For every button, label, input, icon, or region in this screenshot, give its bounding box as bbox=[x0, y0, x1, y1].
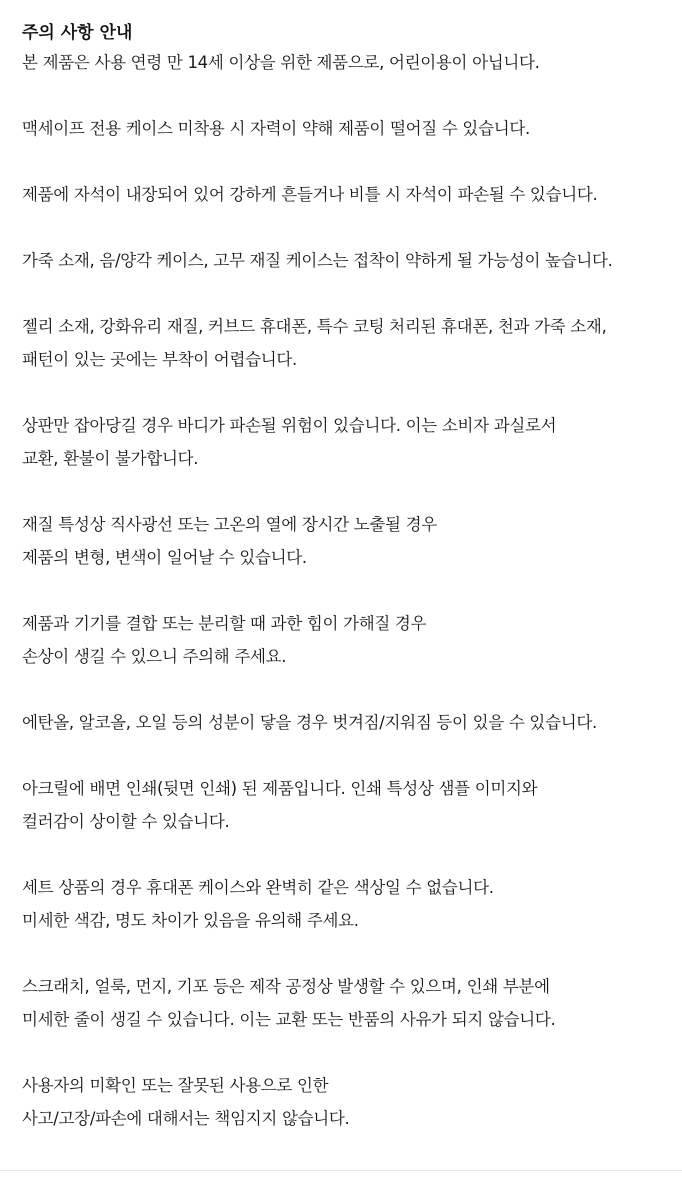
notice-line: 사용자의 미확인 또는 잘못된 사용으로 인한 bbox=[22, 1076, 329, 1095]
notice-line: 제품에 자석이 내장되어 있어 강하게 흔들거나 비틀 시 자석이 파손될 수 있습니다. bbox=[22, 185, 598, 204]
notice-line: 패턴이 있는 곳에는 부착이 어렵습니다. bbox=[22, 350, 297, 369]
notice-line: 제품과 기기를 결합 또는 분리할 때 과한 힘이 가해질 경우 bbox=[22, 614, 427, 633]
notice-line: 상판만 잡아당길 경우 바디가 파손될 위험이 있습니다. 이는 소비자 과실로서 bbox=[22, 416, 557, 435]
notice-item bbox=[22, 244, 674, 277]
notice-line: 미세한 줄이 생길 수 있습니다. 이는 교환 또는 반품의 사유가 되지 않습니다. bbox=[22, 1010, 556, 1029]
notice-line: 본 제품은 사용 연령 만 14세 이상을 위한 제품으로, 어린이용이 아닙니다. bbox=[22, 53, 540, 72]
notice-item bbox=[22, 970, 674, 1036]
notice-item bbox=[22, 772, 674, 838]
notice-item bbox=[22, 607, 674, 673]
notice-item bbox=[22, 508, 674, 574]
notice-line: 제품의 변형, 변색이 일어날 수 있습니다. bbox=[22, 548, 307, 567]
notice-line: 손상이 생길 수 있으니 주의해 주세요. bbox=[22, 647, 287, 666]
notice-line: 스크래치, 얼룩, 먼지, 기포 등은 제작 공정상 발생할 수 있으며, 인쇄 부분에 bbox=[22, 977, 550, 996]
notice-line: 컬러감이 상이할 수 있습니다. bbox=[22, 812, 230, 831]
notice-line: 맥세이프 전용 케이스 미착용 시 자력이 약해 제품이 떨어질 수 있습니다. bbox=[22, 119, 530, 138]
notice-title: 주의 사항 안내 bbox=[22, 23, 133, 43]
notice-line: 세트 상품의 경우 휴대폰 케이스와 완벽히 같은 색상일 수 없습니다. bbox=[22, 878, 494, 897]
bottom-divider bbox=[0, 1170, 682, 1171]
caution-notice bbox=[22, 20, 674, 1135]
notice-item bbox=[22, 409, 674, 475]
notice-line: 젤리 소재, 강화유리 재질, 커브드 휴대폰, 특수 코팅 처리된 휴대폰, 천과 가죽 소재, bbox=[22, 317, 607, 336]
notice-item bbox=[22, 310, 674, 376]
notice-item bbox=[22, 871, 674, 937]
notice-item bbox=[22, 706, 674, 739]
notice-line: 아크릴에 배면 인쇄(뒷면 인쇄) 된 제품입니다. 인쇄 특성상 샘플 이미지와 bbox=[22, 779, 538, 798]
notice-item bbox=[22, 1069, 674, 1135]
notice-line: 가죽 소재, 음/양각 케이스, 고무 재질 케이스는 접착이 약하게 될 가능성이 높습니다. bbox=[22, 251, 613, 270]
notice-line: 에탄올, 알코올, 오일 등의 성분이 닿을 경우 벗겨짐/지워짐 등이 있을 수 있습니다. bbox=[22, 713, 597, 732]
notice-item bbox=[22, 112, 674, 145]
notice-line: 사고/고장/파손에 대해서는 책임지지 않습니다. bbox=[22, 1109, 350, 1128]
notice-line: 교환, 환불이 불가합니다. bbox=[22, 449, 199, 468]
notice-item bbox=[22, 178, 674, 211]
notice-line: 재질 특성상 직사광선 또는 고온의 열에 장시간 노출될 경우 bbox=[22, 515, 437, 534]
notice-line: 미세한 색감, 명도 차이가 있음을 유의해 주세요. bbox=[22, 911, 359, 930]
notice-item bbox=[22, 46, 674, 79]
notice-items bbox=[22, 46, 674, 1135]
